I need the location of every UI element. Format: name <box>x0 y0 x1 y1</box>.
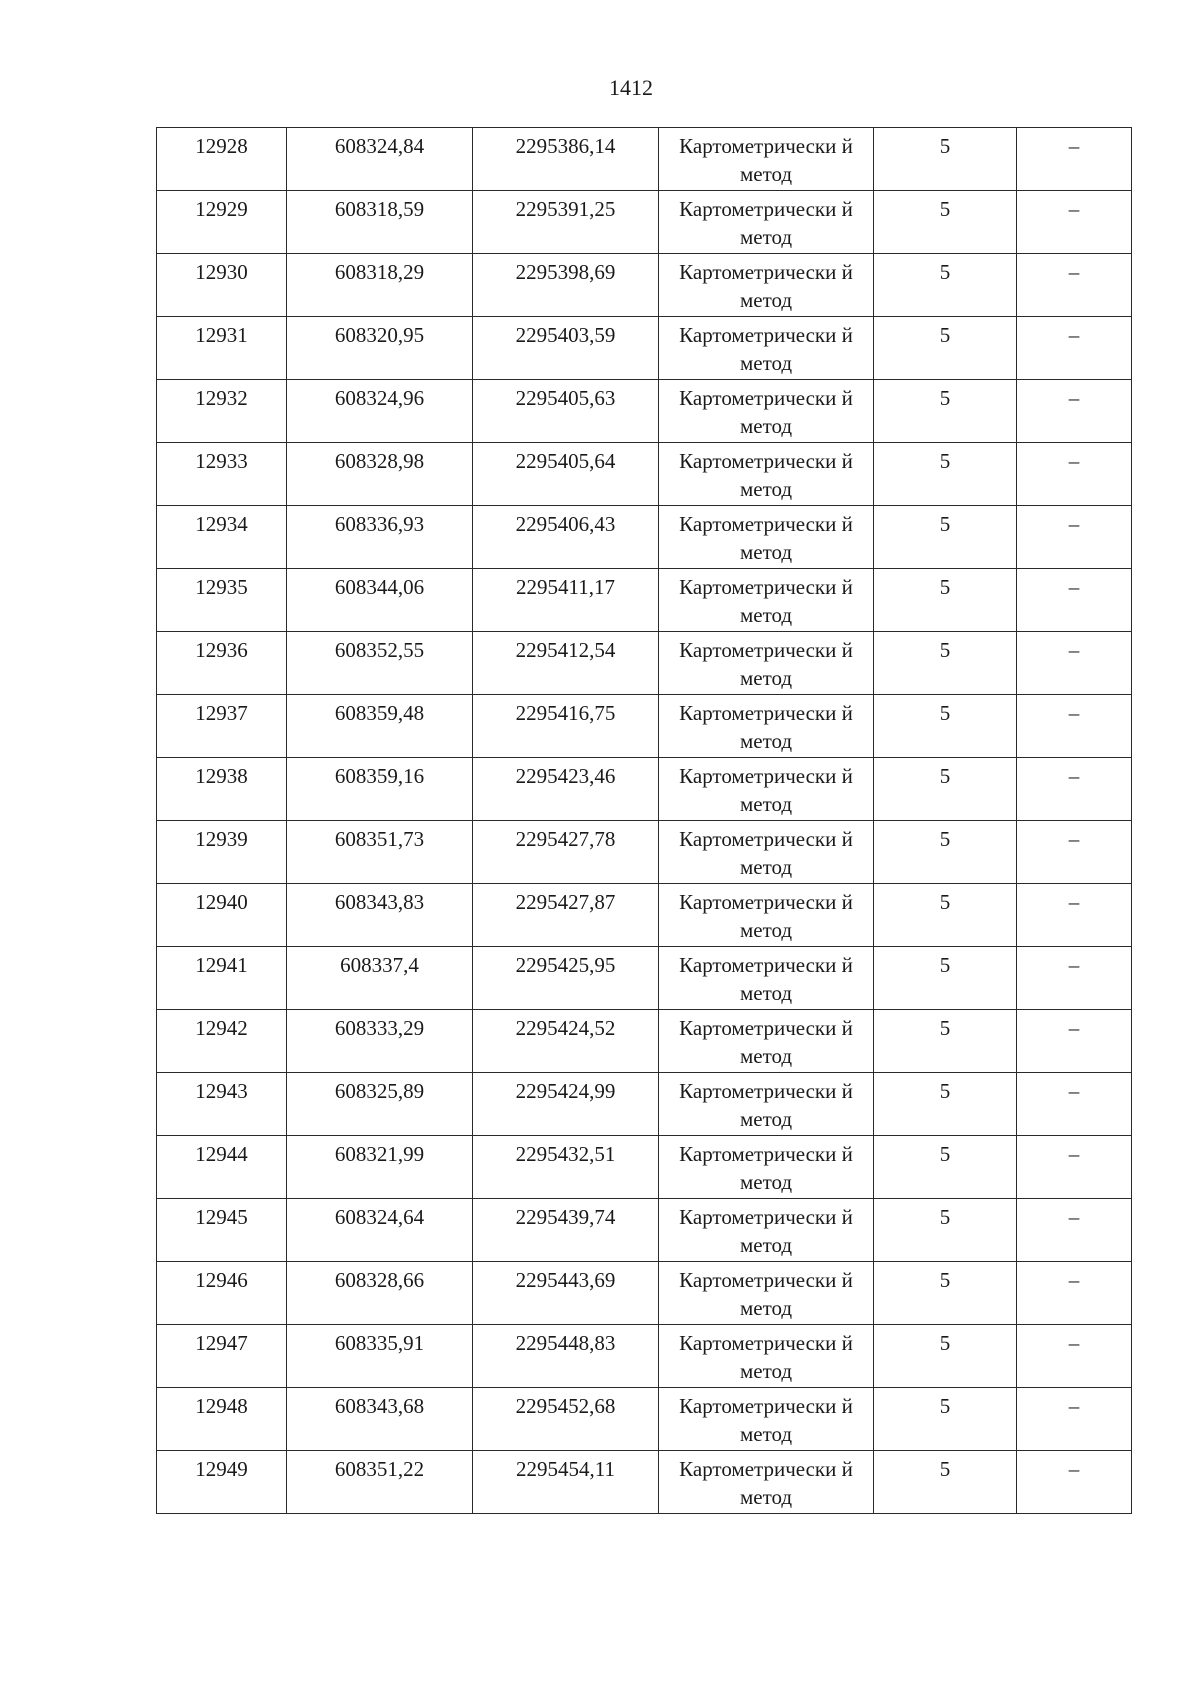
accuracy-text: 5 <box>939 1331 951 1355</box>
note-text: – <box>1068 953 1080 977</box>
note-cell <box>1017 1262 1132 1325</box>
y-coordinate-text: 2295398,69 <box>515 260 616 284</box>
accuracy-cell <box>874 317 1017 380</box>
x-coordinate-cell <box>287 569 473 632</box>
note-text: – <box>1068 1016 1080 1040</box>
page-number: 1412 <box>609 75 653 100</box>
method-text: Картометрически й метод <box>679 1205 853 1257</box>
y-coordinate-cell <box>473 1262 659 1325</box>
point-number-cell <box>157 128 287 191</box>
table-row <box>157 128 1132 191</box>
note-text: – <box>1068 575 1080 599</box>
y-coordinate-cell <box>473 821 659 884</box>
point-number-text: 12935 <box>195 575 248 599</box>
accuracy-text: 5 <box>939 701 951 725</box>
method-text: Картометрически й метод <box>679 890 853 942</box>
note-text: – <box>1068 323 1080 347</box>
note-cell <box>1017 1073 1132 1136</box>
point-number-cell <box>157 1073 287 1136</box>
x-coordinate-text: 608337,4 <box>340 953 419 977</box>
accuracy-cell <box>874 695 1017 758</box>
note-cell <box>1017 443 1132 506</box>
method-cell <box>659 569 874 632</box>
note-text: – <box>1068 1268 1080 1292</box>
note-cell <box>1017 821 1132 884</box>
x-coordinate-text: 608344,06 <box>334 575 425 599</box>
y-coordinate-text: 2295423,46 <box>515 764 616 788</box>
accuracy-cell <box>874 1262 1017 1325</box>
accuracy-text: 5 <box>939 1268 951 1292</box>
note-cell <box>1017 695 1132 758</box>
note-cell <box>1017 1010 1132 1073</box>
x-coordinate-cell <box>287 1073 473 1136</box>
method-cell <box>659 128 874 191</box>
note-cell <box>1017 1451 1132 1514</box>
point-number-text: 12939 <box>195 827 248 851</box>
y-coordinate-text: 2295405,64 <box>515 449 616 473</box>
note-cell <box>1017 254 1132 317</box>
y-coordinate-cell <box>473 1388 659 1451</box>
method-text: Картометрически й метод <box>679 1268 853 1320</box>
method-cell <box>659 1451 874 1514</box>
point-number-cell <box>157 758 287 821</box>
note-cell <box>1017 191 1132 254</box>
method-text: Картометрически й метод <box>679 1457 853 1509</box>
point-number-text: 12941 <box>195 953 248 977</box>
x-coordinate-cell <box>287 1451 473 1514</box>
y-coordinate-cell <box>473 380 659 443</box>
note-cell <box>1017 569 1132 632</box>
point-number-cell <box>157 695 287 758</box>
y-coordinate-text: 2295424,99 <box>515 1079 616 1103</box>
table-row <box>157 191 1132 254</box>
point-number-text: 12933 <box>195 449 248 473</box>
y-coordinate-text: 2295443,69 <box>515 1268 616 1292</box>
accuracy-cell <box>874 758 1017 821</box>
accuracy-cell <box>874 443 1017 506</box>
x-coordinate-text: 608335,91 <box>334 1331 425 1355</box>
point-number-cell <box>157 254 287 317</box>
accuracy-text: 5 <box>939 1205 951 1229</box>
y-coordinate-cell <box>473 1325 659 1388</box>
point-number-cell <box>157 1199 287 1262</box>
method-text: Картометрически й метод <box>679 1079 853 1131</box>
note-text: – <box>1068 449 1080 473</box>
note-cell <box>1017 128 1132 191</box>
x-coordinate-text: 608351,22 <box>334 1457 425 1481</box>
method-text: Картометрически й метод <box>679 1016 853 1068</box>
method-cell <box>659 695 874 758</box>
method-cell <box>659 821 874 884</box>
x-coordinate-text: 608318,59 <box>334 197 425 221</box>
method-cell <box>659 380 874 443</box>
y-coordinate-cell <box>473 884 659 947</box>
y-coordinate-cell <box>473 947 659 1010</box>
x-coordinate-cell <box>287 317 473 380</box>
point-number-cell <box>157 1388 287 1451</box>
point-number-cell <box>157 317 287 380</box>
method-text: Картометрически й метод <box>679 701 853 753</box>
note-cell <box>1017 506 1132 569</box>
y-coordinate-cell <box>473 506 659 569</box>
method-cell <box>659 506 874 569</box>
table-row <box>157 821 1132 884</box>
x-coordinate-cell <box>287 254 473 317</box>
y-coordinate-text: 2295416,75 <box>515 701 616 725</box>
method-cell <box>659 443 874 506</box>
x-coordinate-text: 608325,89 <box>334 1079 425 1103</box>
y-coordinate-text: 2295448,83 <box>515 1331 616 1355</box>
point-number-text: 12929 <box>195 197 248 221</box>
y-coordinate-cell <box>473 632 659 695</box>
note-text: – <box>1068 1142 1080 1166</box>
table-row <box>157 947 1132 1010</box>
note-cell <box>1017 1199 1132 1262</box>
y-coordinate-cell <box>473 569 659 632</box>
accuracy-text: 5 <box>939 1079 951 1103</box>
y-coordinate-cell <box>473 695 659 758</box>
x-coordinate-text: 608343,83 <box>334 890 425 914</box>
note-cell <box>1017 380 1132 443</box>
method-cell <box>659 1010 874 1073</box>
method-text: Картометрически й метод <box>679 764 853 816</box>
y-coordinate-cell <box>473 128 659 191</box>
x-coordinate-text: 608359,48 <box>334 701 425 725</box>
point-number-text: 12948 <box>195 1394 248 1418</box>
table-row <box>157 632 1132 695</box>
point-number-cell <box>157 506 287 569</box>
method-cell <box>659 1199 874 1262</box>
table-row <box>157 506 1132 569</box>
point-number-text: 12937 <box>195 701 248 725</box>
point-number-text: 12934 <box>195 512 248 536</box>
y-coordinate-cell <box>473 254 659 317</box>
point-number-text: 12945 <box>195 1205 248 1229</box>
point-number-text: 12940 <box>195 890 248 914</box>
table-row <box>157 380 1132 443</box>
point-number-text: 12944 <box>195 1142 248 1166</box>
x-coordinate-cell <box>287 1136 473 1199</box>
point-number-text: 12946 <box>195 1268 248 1292</box>
note-cell <box>1017 884 1132 947</box>
point-number-text: 12928 <box>195 134 248 158</box>
table-row <box>157 1199 1132 1262</box>
x-coordinate-cell <box>287 821 473 884</box>
y-coordinate-text: 2295403,59 <box>515 323 616 347</box>
note-text: – <box>1068 638 1080 662</box>
y-coordinate-text: 2295425,95 <box>515 953 616 977</box>
x-coordinate-text: 608352,55 <box>334 638 425 662</box>
y-coordinate-cell <box>473 443 659 506</box>
point-number-text: 12943 <box>195 1079 248 1103</box>
table-row <box>157 569 1132 632</box>
method-cell <box>659 1262 874 1325</box>
method-cell <box>659 317 874 380</box>
note-text: – <box>1068 134 1080 158</box>
note-cell <box>1017 1388 1132 1451</box>
point-number-text: 12930 <box>195 260 248 284</box>
note-text: – <box>1068 890 1080 914</box>
method-text: Картометрически й метод <box>679 827 853 879</box>
method-cell <box>659 254 874 317</box>
method-text: Картометрически й метод <box>679 953 853 1005</box>
x-coordinate-text: 608324,96 <box>334 386 425 410</box>
x-coordinate-text: 608318,29 <box>334 260 425 284</box>
x-coordinate-cell <box>287 1010 473 1073</box>
table-body <box>157 128 1132 1514</box>
point-number-cell <box>157 821 287 884</box>
accuracy-cell <box>874 191 1017 254</box>
accuracy-cell <box>874 128 1017 191</box>
x-coordinate-cell <box>287 191 473 254</box>
accuracy-text: 5 <box>939 260 951 284</box>
accuracy-cell <box>874 632 1017 695</box>
accuracy-text: 5 <box>939 1142 951 1166</box>
x-coordinate-text: 608324,64 <box>334 1205 425 1229</box>
method-text: Картометрически й метод <box>679 575 853 627</box>
accuracy-text: 5 <box>939 575 951 599</box>
point-number-cell <box>157 1136 287 1199</box>
point-number-cell <box>157 884 287 947</box>
accuracy-text: 5 <box>939 1394 951 1418</box>
point-number-cell <box>157 947 287 1010</box>
method-text: Картометрически й метод <box>679 1394 853 1446</box>
table-row <box>157 1073 1132 1136</box>
point-number-cell <box>157 380 287 443</box>
accuracy-text: 5 <box>939 953 951 977</box>
x-coordinate-text: 608333,29 <box>334 1016 425 1040</box>
coordinates-table <box>156 127 1132 1514</box>
note-cell <box>1017 317 1132 380</box>
x-coordinate-cell <box>287 884 473 947</box>
x-coordinate-text: 608351,73 <box>334 827 425 851</box>
note-cell <box>1017 1325 1132 1388</box>
point-number-cell <box>157 1451 287 1514</box>
method-cell <box>659 1073 874 1136</box>
table-row <box>157 443 1132 506</box>
y-coordinate-text: 2295391,25 <box>515 197 616 221</box>
y-coordinate-text: 2295439,74 <box>515 1205 616 1229</box>
y-coordinate-cell <box>473 191 659 254</box>
method-text: Картометрически й метод <box>679 323 853 375</box>
method-cell <box>659 632 874 695</box>
accuracy-text: 5 <box>939 827 951 851</box>
table-row <box>157 317 1132 380</box>
x-coordinate-cell <box>287 695 473 758</box>
point-number-cell <box>157 1262 287 1325</box>
point-number-text: 12938 <box>195 764 248 788</box>
y-coordinate-cell <box>473 1136 659 1199</box>
y-coordinate-text: 2295411,17 <box>516 575 615 599</box>
point-number-text: 12942 <box>195 1016 248 1040</box>
method-cell <box>659 1325 874 1388</box>
y-coordinate-text: 2295452,68 <box>515 1394 616 1418</box>
x-coordinate-text: 608328,66 <box>334 1268 425 1292</box>
accuracy-text: 5 <box>939 134 951 158</box>
accuracy-cell <box>874 380 1017 443</box>
accuracy-text: 5 <box>939 512 951 536</box>
accuracy-cell <box>874 506 1017 569</box>
method-text: Картометрически й метод <box>679 638 853 690</box>
x-coordinate-cell <box>287 632 473 695</box>
note-text: – <box>1068 512 1080 536</box>
point-number-cell <box>157 191 287 254</box>
method-text: Картометрически й метод <box>679 197 853 249</box>
x-coordinate-cell <box>287 380 473 443</box>
table-row <box>157 695 1132 758</box>
point-number-cell <box>157 443 287 506</box>
table-row <box>157 884 1132 947</box>
y-coordinate-text: 2295454,11 <box>516 1457 615 1481</box>
accuracy-cell <box>874 1388 1017 1451</box>
method-text: Картометрически й метод <box>679 449 853 501</box>
y-coordinate-text: 2295427,78 <box>515 827 616 851</box>
note-text: – <box>1068 197 1080 221</box>
x-coordinate-cell <box>287 1388 473 1451</box>
accuracy-text: 5 <box>939 638 951 662</box>
accuracy-cell <box>874 1325 1017 1388</box>
method-cell <box>659 191 874 254</box>
point-number-cell <box>157 1325 287 1388</box>
accuracy-text: 5 <box>939 197 951 221</box>
y-coordinate-text: 2295424,52 <box>515 1016 616 1040</box>
note-text: – <box>1068 701 1080 725</box>
method-text: Картометрически й метод <box>679 512 853 564</box>
x-coordinate-text: 608320,95 <box>334 323 425 347</box>
method-text: Картометрически й метод <box>679 1142 853 1194</box>
x-coordinate-cell <box>287 443 473 506</box>
point-number-cell <box>157 1010 287 1073</box>
point-number-text: 12936 <box>195 638 248 662</box>
x-coordinate-text: 608321,99 <box>334 1142 425 1166</box>
accuracy-cell <box>874 821 1017 884</box>
accuracy-cell <box>874 1010 1017 1073</box>
point-number-text: 12949 <box>195 1457 248 1481</box>
method-cell <box>659 884 874 947</box>
note-text: – <box>1068 260 1080 284</box>
method-text: Картометрически й метод <box>679 386 853 438</box>
table-row <box>157 1451 1132 1514</box>
note-cell <box>1017 947 1132 1010</box>
point-number-cell <box>157 569 287 632</box>
accuracy-text: 5 <box>939 1016 951 1040</box>
accuracy-text: 5 <box>939 449 951 473</box>
y-coordinate-text: 2295405,63 <box>515 386 616 410</box>
method-cell <box>659 1136 874 1199</box>
accuracy-text: 5 <box>939 764 951 788</box>
table-row <box>157 1010 1132 1073</box>
note-cell <box>1017 1136 1132 1199</box>
accuracy-cell <box>874 1451 1017 1514</box>
accuracy-cell <box>874 884 1017 947</box>
accuracy-cell <box>874 254 1017 317</box>
point-number-cell <box>157 632 287 695</box>
accuracy-cell <box>874 569 1017 632</box>
accuracy-text: 5 <box>939 386 951 410</box>
note-text: – <box>1068 1079 1080 1103</box>
note-text: – <box>1068 1331 1080 1355</box>
note-cell <box>1017 632 1132 695</box>
y-coordinate-text: 2295427,87 <box>515 890 616 914</box>
method-cell <box>659 758 874 821</box>
accuracy-cell <box>874 947 1017 1010</box>
table-row <box>157 1388 1132 1451</box>
x-coordinate-text: 608359,16 <box>334 764 425 788</box>
x-coordinate-cell <box>287 1325 473 1388</box>
accuracy-text: 5 <box>939 890 951 914</box>
x-coordinate-cell <box>287 1199 473 1262</box>
accuracy-text: 5 <box>939 1457 951 1481</box>
note-text: – <box>1068 1394 1080 1418</box>
y-coordinate-cell <box>473 1199 659 1262</box>
table-row <box>157 1136 1132 1199</box>
note-text: – <box>1068 386 1080 410</box>
method-text: Картометрически й метод <box>679 260 853 312</box>
y-coordinate-cell <box>473 317 659 380</box>
y-coordinate-cell <box>473 1073 659 1136</box>
note-text: – <box>1068 764 1080 788</box>
y-coordinate-text: 2295432,51 <box>515 1142 616 1166</box>
x-coordinate-text: 608343,68 <box>334 1394 425 1418</box>
y-coordinate-text: 2295386,14 <box>515 134 616 158</box>
y-coordinate-text: 2295406,43 <box>515 512 616 536</box>
method-cell <box>659 1388 874 1451</box>
accuracy-cell <box>874 1199 1017 1262</box>
x-coordinate-cell <box>287 947 473 1010</box>
note-cell <box>1017 758 1132 821</box>
x-coordinate-cell <box>287 506 473 569</box>
table-row <box>157 1262 1132 1325</box>
y-coordinate-cell <box>473 1010 659 1073</box>
point-number-text: 12947 <box>195 1331 248 1355</box>
note-text: – <box>1068 1205 1080 1229</box>
accuracy-cell <box>874 1073 1017 1136</box>
y-coordinate-cell <box>473 1451 659 1514</box>
table-row <box>157 254 1132 317</box>
note-text: – <box>1068 1457 1080 1481</box>
x-coordinate-text: 608328,98 <box>334 449 425 473</box>
y-coordinate-cell <box>473 758 659 821</box>
x-coordinate-text: 608336,93 <box>334 512 425 536</box>
accuracy-cell <box>874 1136 1017 1199</box>
x-coordinate-cell <box>287 1262 473 1325</box>
accuracy-text: 5 <box>939 323 951 347</box>
x-coordinate-cell <box>287 128 473 191</box>
point-number-text: 12932 <box>195 386 248 410</box>
point-number-text: 12931 <box>195 323 248 347</box>
table-row <box>157 758 1132 821</box>
y-coordinate-text: 2295412,54 <box>515 638 616 662</box>
method-text: Картометрически й метод <box>679 1331 853 1383</box>
method-cell <box>659 947 874 1010</box>
method-text: Картометрически й метод <box>679 134 853 186</box>
note-text: – <box>1068 827 1080 851</box>
table-row <box>157 1325 1132 1388</box>
x-coordinate-cell <box>287 758 473 821</box>
x-coordinate-text: 608324,84 <box>334 134 425 158</box>
